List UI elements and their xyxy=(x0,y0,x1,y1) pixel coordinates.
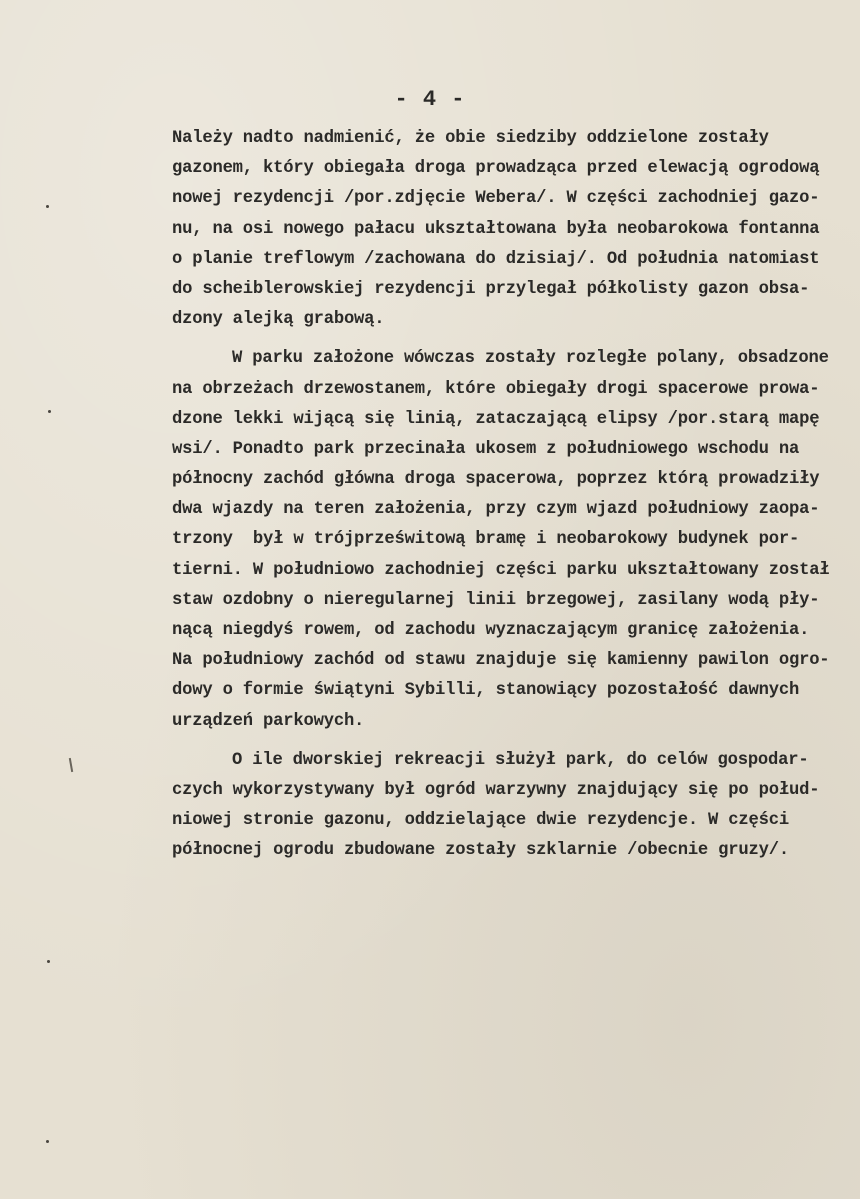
body-text xyxy=(172,124,852,867)
margin-mark xyxy=(69,758,73,772)
paragraph-3 xyxy=(172,746,852,867)
paragraph-1 xyxy=(172,124,852,335)
margin-dot xyxy=(46,1140,49,1143)
margin-dot xyxy=(48,410,51,413)
text-line: gazonem, który obiegała droga prowadząca przed elewacją ogrodową xyxy=(172,159,820,179)
text-line: o planie treflowym /zachowana do dzisiaj/. Od południa natomiast xyxy=(172,249,820,269)
text-line: dzony alejką grabową. xyxy=(172,310,385,330)
margin-dot xyxy=(47,960,50,963)
text-line: Należy nadto nadmienić, że obie siedziby oddzielone zostały xyxy=(172,129,769,148)
text-line: północny zachód główna droga spacerowa, poprzez którą prowadziły xyxy=(172,470,820,490)
text-line: dowy o formie świątyni Sybilli, stanowiący pozostałość dawnych xyxy=(172,681,800,701)
text-line: północnej ogrodu zbudowane zostały szklarnie /obecnie gruzy/. xyxy=(172,841,789,861)
text-line: na obrzeżach drzewostanem, które obiegały drogi spacerowe prowa- xyxy=(172,379,820,399)
text-line: O ile dworskiej rekreacji służył park, do celów gospodar- xyxy=(232,750,809,770)
page-number: - 4 - xyxy=(394,87,466,112)
text-line: W parku założone wówczas zostały rozległe polany, obsadzone xyxy=(232,349,829,369)
text-line: Na południowy zachód od stawu znajduje się kamienny pawilon ogro- xyxy=(172,651,830,671)
text-line: tierni. W południowo zachodniej części parku ukształtowany został xyxy=(172,560,830,580)
text-line: nowej rezydencji /por.zdjęcie Webera/. W części zachodniej gazo- xyxy=(172,189,820,209)
margin-dot xyxy=(46,205,49,208)
text-line: nącą niegdyś rowem, od zachodu wyznaczającym granicę założenia. xyxy=(172,621,810,640)
text-line: czych wykorzystywany był ogród warzywny znajdujący się po połud- xyxy=(172,780,820,800)
text-line: nu, na osi nowego pałacu ukształtowana była neobarokowa fontanna xyxy=(172,219,820,239)
text-line: trzony był w trójprześwitową bramę i neobarokowy budynek por- xyxy=(172,530,800,550)
text-line: dwa wjazdy na teren założenia, przy czym wjazd południowy zaopa- xyxy=(172,500,820,520)
text-line: wsi/. Ponadto park przecinała ukosem z południowego wschodu na xyxy=(172,439,800,459)
text-line: do scheiblerowskiej rezydencji przylegał półkolisty gazon obsa- xyxy=(172,279,810,299)
paragraph-2 xyxy=(172,344,852,736)
text-line: urządzeń parkowych. xyxy=(172,711,365,731)
text-line: niowej stronie gazonu, oddzielające dwie rezydencje. W części xyxy=(172,811,789,831)
text-line: staw ozdobny o nieregularnej linii brzegowej, zasilany wodą pły- xyxy=(172,590,820,610)
text-line: dzone lekki wijącą się linią, zataczającą elipsy /por.starą mapę xyxy=(172,409,820,429)
